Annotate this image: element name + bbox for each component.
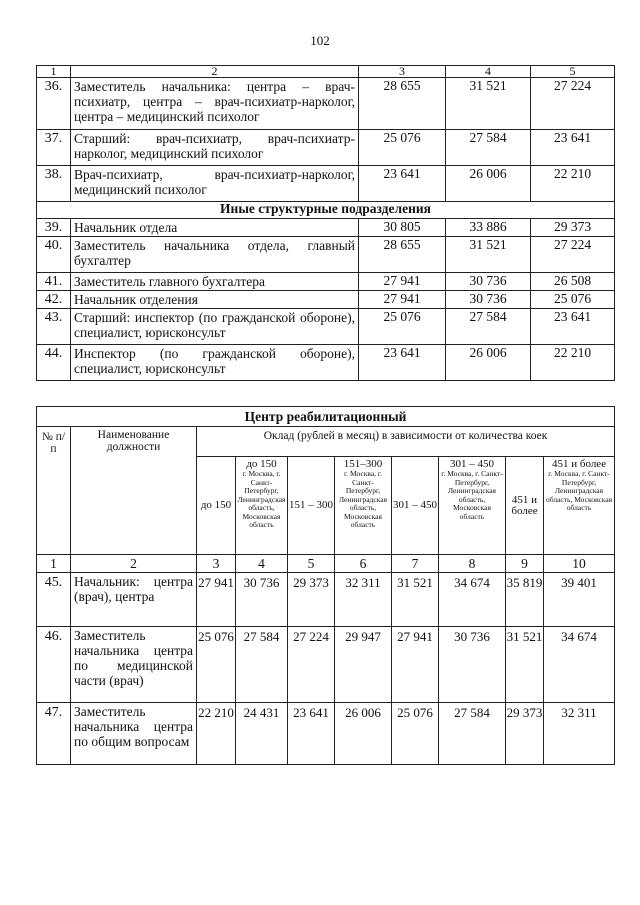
salary-cell: 28 655	[359, 237, 446, 273]
position-name: Заместитель начальника отдела, главный бухгалтер	[71, 237, 359, 273]
region-note: г. Москва, г. Санкт-Петербург, Ленинградская область, Московская область	[237, 469, 286, 529]
column-number-row	[37, 66, 615, 78]
bed-range-label: 451 и более	[511, 493, 538, 517]
salary-cell: 25 076	[359, 309, 446, 345]
bed-range-label: до 150	[246, 458, 277, 470]
header-salary: Оклад (рублей в месяц) в зависимости от количества коек	[197, 427, 615, 457]
col-num-cell: 9	[506, 555, 544, 573]
salary-cell: 32 311	[544, 703, 615, 765]
col-num-cell: 8	[439, 555, 506, 573]
region-note: г. Москва, г. Санкт-Петербург, Ленинградская область, Московская область	[338, 469, 387, 529]
salary-cell: 23 641	[531, 309, 615, 345]
salary-table-rehab	[36, 406, 615, 765]
salary-cell: 35 819	[506, 573, 544, 627]
col-num-cell: 6	[335, 555, 392, 573]
salary-cell: 29 373	[506, 703, 544, 765]
salary-cell: 30 736	[446, 273, 531, 291]
header-name: Наименование должности	[71, 427, 197, 555]
salary-cell: 28 655	[359, 78, 446, 130]
col-num-cell: 10	[544, 555, 615, 573]
position-name: Начальник отдела	[71, 219, 359, 237]
salary-cell: 26 006	[446, 166, 531, 202]
salary-cell: 33 886	[446, 219, 531, 237]
row-number: 39.	[37, 219, 71, 237]
salary-cell: 32 311	[335, 573, 392, 627]
region-note: г. Москва, г. Санкт-Петербург, Ленинградская область, Московская область	[545, 469, 613, 512]
bed-range-label: 151–300	[343, 458, 383, 470]
column-number-row	[37, 555, 615, 573]
salary-cell: 29 947	[335, 627, 392, 703]
position-name: Начальник отделения	[71, 291, 359, 309]
header-no: № п/п	[37, 427, 71, 555]
table-row	[37, 130, 615, 166]
salary-cell: 27 584	[446, 130, 531, 166]
position-name: Заместитель начальника: центра – врач-психиатр, центра – врач-психиатр-нарколог, центра – медицинский психолог	[71, 78, 359, 130]
salary-cell: 27 584	[439, 703, 506, 765]
position-name: Врач-психиатр, врач-психиатр-нарколог, медицинский психолог	[71, 166, 359, 202]
salary-cell: 22 210	[197, 703, 236, 765]
salary-cell: 25 076	[359, 130, 446, 166]
subheader-cell	[197, 457, 236, 555]
col-num-cell: 2	[71, 555, 197, 573]
salary-cell: 26 006	[446, 345, 531, 381]
row-number: 38.	[37, 166, 71, 202]
row-number: 47.	[37, 703, 71, 765]
position-name: Заместитель начальника центра по общим вопросам	[71, 703, 197, 765]
col-num-cell: 1	[37, 555, 71, 573]
position-name: Начальник: центра (врач), центра	[71, 573, 197, 627]
table-row	[37, 219, 615, 237]
col-num-cell: 7	[392, 555, 439, 573]
row-number: 45.	[37, 573, 71, 627]
col-num-cell: 1	[37, 66, 71, 78]
position-name: Инспектор (по гражданской обороне), специалист, юрисконсульт	[71, 345, 359, 381]
position-name: Старший: врач-психиатр, врач-психиатр-нарколог, медицинский психолог	[71, 130, 359, 166]
bed-range-label: 301 – 450	[450, 458, 494, 470]
bed-range-label: 451 и более	[551, 458, 607, 470]
salary-cell: 27 584	[446, 309, 531, 345]
table-row	[37, 291, 615, 309]
salary-cell: 34 674	[544, 627, 615, 703]
table-row	[37, 627, 615, 703]
col-num-cell: 2	[71, 66, 359, 78]
salary-cell: 22 210	[531, 345, 615, 381]
bed-range-label: 301 – 450	[393, 499, 437, 511]
salary-cell: 30 736	[236, 573, 288, 627]
subheader-cell	[439, 457, 506, 555]
row-number: 37.	[37, 130, 71, 166]
section-row	[37, 407, 615, 427]
salary-cell: 23 641	[359, 345, 446, 381]
col-num-cell: 5	[288, 555, 335, 573]
salary-cell: 31 521	[446, 237, 531, 273]
table-row	[37, 237, 615, 273]
table-row	[37, 573, 615, 627]
subheader-cell	[544, 457, 615, 555]
salary-cell: 27 941	[392, 627, 439, 703]
row-number: 40.	[37, 237, 71, 273]
position-name: Заместитель главного бухгалтера	[71, 273, 359, 291]
salary-cell: 29 373	[531, 219, 615, 237]
salary-table-upper	[36, 65, 615, 381]
col-num-cell: 5	[531, 66, 615, 78]
bed-range-label: 151 – 300	[289, 499, 333, 511]
subheader-cell	[392, 457, 439, 555]
subheader-cell	[236, 457, 288, 555]
salary-cell: 27 941	[197, 573, 236, 627]
section-row	[37, 202, 615, 219]
col-num-cell: 4	[236, 555, 288, 573]
salary-cell: 27 224	[288, 627, 335, 703]
col-num-cell: 3	[359, 66, 446, 78]
page-number: 102	[310, 33, 330, 48]
subheader-cell	[288, 457, 335, 555]
section-title: Центр реабилитационный	[37, 407, 615, 427]
row-number: 44.	[37, 345, 71, 381]
row-number: 42.	[37, 291, 71, 309]
bed-range-label: до 150	[200, 499, 232, 511]
salary-cell: 27 224	[531, 237, 615, 273]
salary-cell: 30 736	[446, 291, 531, 309]
salary-cell: 23 641	[359, 166, 446, 202]
salary-cell: 26 006	[335, 703, 392, 765]
header-row	[37, 427, 615, 457]
salary-cell: 31 521	[392, 573, 439, 627]
salary-cell: 29 373	[288, 573, 335, 627]
table-row	[37, 703, 615, 765]
salary-cell: 23 641	[531, 130, 615, 166]
salary-cell: 26 508	[531, 273, 615, 291]
salary-cell: 30 805	[359, 219, 446, 237]
subheader-cell	[506, 457, 544, 555]
table-row	[37, 166, 615, 202]
position-name: Старший: инспектор (по гражданской обороне), специалист, юрисконсульт	[71, 309, 359, 345]
col-num-cell: 4	[446, 66, 531, 78]
section-title: Иные структурные подразделения	[37, 202, 615, 219]
salary-cell: 25 076	[197, 627, 236, 703]
table-row	[37, 345, 615, 381]
row-number: 36.	[37, 78, 71, 130]
salary-cell: 27 584	[236, 627, 288, 703]
salary-cell: 31 521	[506, 627, 544, 703]
salary-cell: 24 431	[236, 703, 288, 765]
salary-cell: 23 641	[288, 703, 335, 765]
salary-cell: 27 941	[359, 273, 446, 291]
row-number: 46.	[37, 627, 71, 703]
table-row	[37, 309, 615, 345]
salary-cell: 27 224	[531, 78, 615, 130]
position-name: Заместитель начальника центра по медицинской части (врач)	[71, 627, 197, 703]
salary-cell: 25 076	[392, 703, 439, 765]
salary-cell: 27 941	[359, 291, 446, 309]
salary-cell: 25 076	[531, 291, 615, 309]
salary-cell: 39 401	[544, 573, 615, 627]
salary-cell: 30 736	[439, 627, 506, 703]
salary-cell: 34 674	[439, 573, 506, 627]
salary-cell: 22 210	[531, 166, 615, 202]
table-row	[37, 78, 615, 130]
row-number: 41.	[37, 273, 71, 291]
salary-cell: 31 521	[446, 78, 531, 130]
col-num-cell: 3	[197, 555, 236, 573]
table-row	[37, 273, 615, 291]
region-note: г. Москва, г. Санкт-Петербург, Ленинградская область, Московская область	[441, 469, 503, 521]
row-number: 43.	[37, 309, 71, 345]
subheader-cell	[335, 457, 392, 555]
